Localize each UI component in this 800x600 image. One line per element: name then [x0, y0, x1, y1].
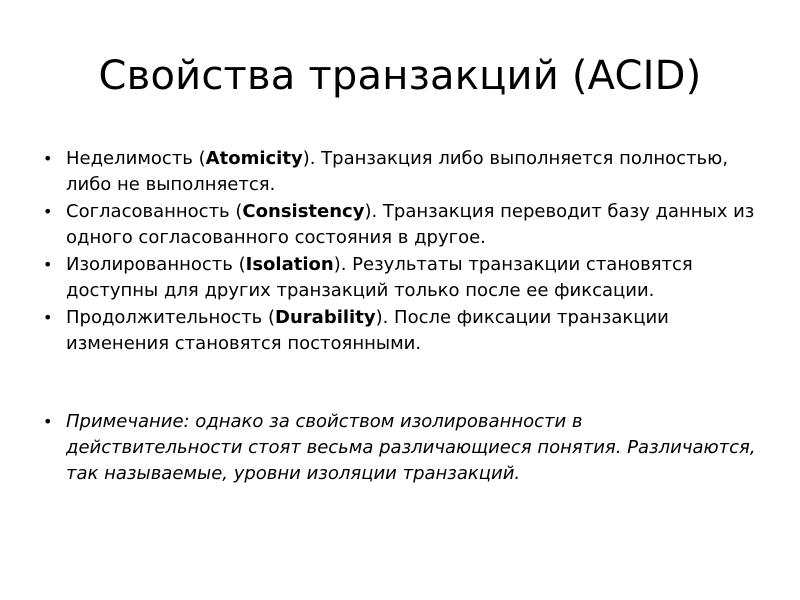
note-text: Примечание: однако за свойством изолированности в действительности стоят весьма различающиеся понятия. Различаются, так называемые, уровни изоляции транзакций.: [66, 411, 756, 484]
bullet-term: Изолированность: [66, 254, 233, 275]
bullet-durability: • Продолжительность (Durability). После фиксации транзакции изменения становятся постоянными.: [43, 307, 669, 354]
bullet-icon: •: [43, 308, 53, 327]
bullet-text: . Транзакция переводит базу данных из одного согласованного состояния в другое.: [66, 201, 755, 248]
bullet-text: . После фиксации транзакции изменения становятся постоянными.: [66, 307, 669, 354]
bullet-text: . Транзакция либо выполняется полностью, либо не выполняется.: [66, 148, 729, 195]
bullet-english-term: Consistency: [242, 201, 365, 222]
bullet-icon: •: [43, 202, 53, 221]
bullet-list: [42, 146, 762, 488]
bullet-atomicity: • Неделимость (Atomicity). Транзакция либо выполняется полностью, либо не выполняется.: [43, 148, 729, 195]
bullet-english-term: Durability: [275, 307, 376, 328]
bullet-term: Согласованность: [66, 201, 230, 222]
bullet-term: Неделимость: [66, 148, 193, 169]
slide-title: Свойства транзакций (ACID): [98, 53, 702, 99]
bullet-text: . Результаты транзакции становятся доступны для других транзакций только после ее фиксации.: [66, 254, 693, 301]
bullet-consistency: • Согласованность (Consistency). Транзакция переводит базу данных из одного согласованного состояния в другое.: [43, 201, 755, 248]
bullet-icon: •: [43, 412, 53, 431]
bullet-icon: •: [43, 255, 53, 274]
bullet-english-term: Atomicity: [205, 148, 303, 169]
bullet-term: Продолжительность: [66, 307, 263, 328]
bullet-isolation: • Изолированность (Isolation). Результаты транзакции становятся доступны для других транзакций только после ее фиксации.: [43, 254, 693, 301]
note-item: [42, 409, 762, 487]
bullet-icon: •: [43, 149, 53, 168]
bullet-english-term: Isolation: [245, 254, 334, 275]
